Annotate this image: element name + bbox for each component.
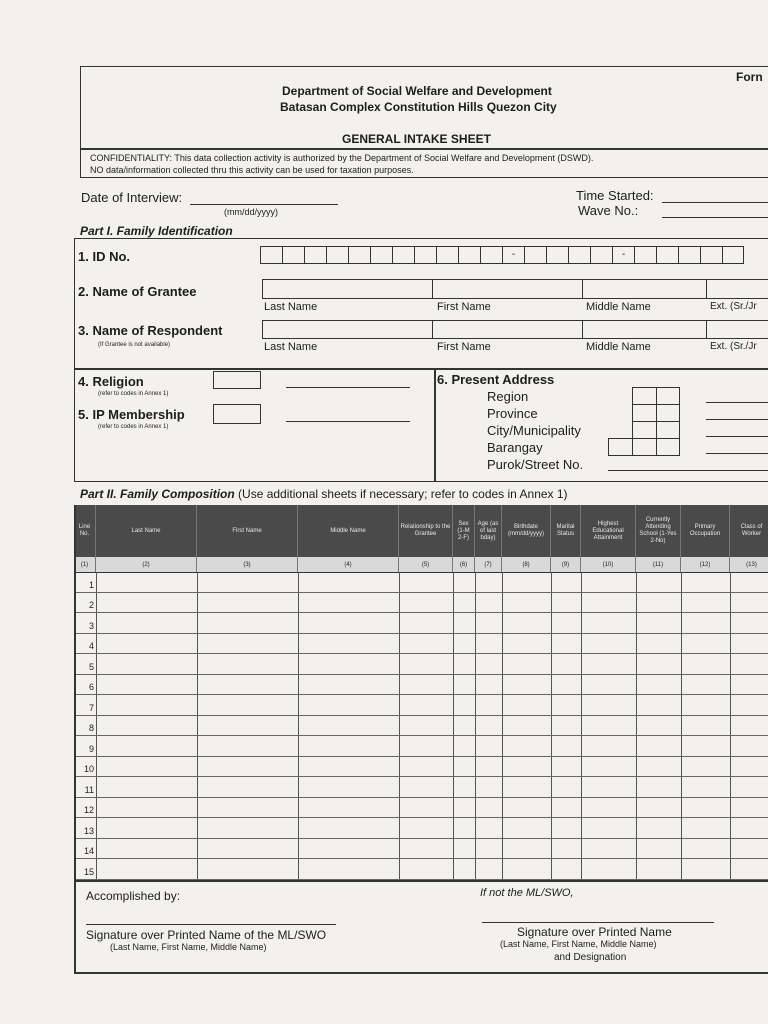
respondent-ext: Ext. (Sr./Jr (710, 341, 757, 352)
table-row[interactable] (74, 695, 768, 716)
if-not-label: If not the ML/SWO, (480, 887, 574, 899)
time-started-label: Time Started: (576, 188, 654, 203)
line-number: 14 (83, 846, 94, 857)
line-number: 8 (88, 723, 94, 734)
address-province: Province (487, 406, 538, 421)
respondent-name-fields[interactable] (262, 320, 768, 339)
province-code-boxes[interactable] (632, 404, 680, 422)
org-name: Department of Social Welfare and Development (282, 84, 552, 98)
date-format-hint: (mm/dd/yyyy) (224, 207, 278, 217)
form-title: GENERAL INTAKE SHEET (342, 132, 491, 146)
table-row[interactable] (74, 716, 768, 737)
confidentiality-line-1: CONFIDENTIALITY: This data collection activity is authorized by the Department of Social Welfare and Development (DSWD). (90, 153, 594, 163)
col-birthdate: Birthdate (mm/dd/yyyy) (502, 505, 551, 557)
signature-right-designation: and Designation (554, 952, 627, 963)
form-label: Forn (736, 70, 763, 84)
region-name-field[interactable] (706, 402, 768, 403)
col-occupation: Primary Occupation (681, 505, 730, 557)
table-row[interactable] (74, 736, 768, 757)
line-number: 4 (88, 641, 94, 652)
confidentiality-line-2: NO data/information collected thru this activity can be used for taxation purposes. (90, 165, 414, 175)
family-table-number-row: (1) (2) (3) (4) (5) (6) (7) (8) (9) (10) (11) (12) (13) (74, 557, 768, 573)
signature-right-caption: Signature over Printed Name (517, 925, 672, 939)
grantee-ext: Ext. (Sr./Jr (710, 301, 757, 312)
city-code-boxes[interactable] (632, 421, 680, 439)
signature-left-subcaption: (Last Name, First Name, Middle Name) (110, 942, 267, 952)
religion-text-field[interactable] (286, 387, 410, 388)
col-class-worker: Class of Worker (730, 505, 768, 557)
grantee-label: 2. Name of Grantee (78, 284, 197, 299)
line-number: 9 (88, 743, 94, 754)
line-number: 11 (84, 784, 94, 795)
ip-membership-label: 5. IP Membership (78, 407, 185, 422)
respondent-first-name: First Name (437, 341, 491, 353)
signature-right-subcaption: (Last Name, First Name, Middle Name) (500, 939, 657, 949)
table-row[interactable] (74, 839, 768, 860)
province-name-field[interactable] (706, 419, 768, 420)
accomplished-by-label: Accomplished by: (86, 889, 181, 903)
id-label: 1. ID No. (78, 249, 131, 264)
present-address-label: 6. Present Address (437, 372, 555, 387)
col-sex: Sex (1-M 2-F) (453, 505, 475, 557)
signature-left-caption: Signature over Printed Name of the ML/SWO (86, 928, 327, 942)
date-of-interview-label: Date of Interview: (81, 190, 183, 205)
table-row[interactable] (74, 798, 768, 819)
respondent-label: 3. Name of Respondent (78, 323, 223, 338)
line-number: 15 (83, 866, 94, 877)
line-number: 3 (88, 620, 94, 631)
line-number: 12 (83, 805, 94, 816)
address-region: Region (487, 389, 529, 404)
ip-code-box[interactable] (213, 404, 261, 424)
respondent-note: (If Grantee is not available) (98, 342, 171, 348)
col-middle-name: Middle Name (298, 505, 399, 557)
part2-title: Part II. Family Composition (80, 487, 235, 501)
col-relationship: Relationship to the Grantee (399, 505, 453, 557)
col-age: Age (as of last bday) (475, 505, 502, 557)
id-dash-2: - (612, 246, 634, 264)
table-row[interactable] (74, 675, 768, 696)
grantee-middle-name: Middle Name (586, 301, 651, 313)
table-row[interactable] (74, 593, 768, 614)
signature-line-right[interactable] (482, 922, 714, 923)
line-number: 2 (88, 600, 94, 611)
grantee-first-name: First Name (437, 301, 491, 313)
line-number: 5 (88, 661, 94, 672)
table-row[interactable] (74, 757, 768, 778)
col-education: Highest Educational Attainment (581, 505, 636, 557)
city-name-field[interactable] (706, 436, 768, 437)
table-row[interactable] (74, 859, 768, 880)
street-name-field[interactable] (608, 470, 768, 471)
ip-text-field[interactable] (286, 421, 410, 422)
col-attending-school: Currently Attending School (1-Yes 2-No) (636, 505, 681, 557)
col-first-name: First Name (197, 505, 298, 557)
religion-code-box[interactable] (213, 371, 261, 389)
religion-label: 4. Religion (78, 374, 144, 389)
barangay-code-boxes[interactable] (608, 438, 680, 456)
address-street: Purok/Street No. (487, 457, 584, 472)
id-dash-1: - (502, 246, 524, 264)
family-table-body[interactable] (74, 572, 768, 880)
line-number: 10 (83, 764, 94, 775)
barangay-name-field[interactable] (706, 453, 768, 454)
table-row[interactable] (74, 818, 768, 839)
table-row[interactable] (74, 634, 768, 655)
wave-field[interactable] (662, 217, 768, 218)
address-city: City/Municipality (487, 423, 581, 438)
col-last-name: Last Name (96, 505, 197, 557)
respondent-middle-name: Middle Name (586, 341, 651, 353)
grantee-last-name: Last Name (264, 301, 318, 313)
part1-title: Part I. Family Identification (80, 224, 233, 238)
id-number-boxes[interactable] (260, 246, 744, 264)
respondent-last-name: Last Name (264, 341, 318, 353)
grantee-name-fields[interactable] (262, 279, 768, 299)
time-started-field[interactable] (662, 202, 768, 203)
date-of-interview-field[interactable] (190, 204, 338, 205)
table-row[interactable] (74, 777, 768, 798)
region-code-boxes[interactable] (632, 387, 680, 405)
wave-label: Wave No.: (578, 203, 639, 218)
ip-membership-note: (refer to codes in Annex 1) (98, 424, 169, 430)
col-marital-status: Marital Status (551, 505, 581, 557)
line-number: 1 (88, 579, 94, 590)
col-line-no: Line No. (74, 505, 96, 557)
line-number: 6 (88, 682, 94, 693)
table-row[interactable] (74, 572, 768, 593)
address-barangay: Barangay (487, 440, 543, 455)
signature-line-left[interactable] (86, 924, 336, 925)
table-row[interactable] (74, 654, 768, 675)
line-number: 13 (83, 825, 94, 836)
table-row[interactable] (74, 613, 768, 634)
part2-subtitle: (Use additional sheets if necessary; refer to codes in Annex 1) (238, 487, 568, 501)
part2-title-row (80, 487, 568, 501)
religion-note: (refer to codes in Annex 1) (98, 391, 169, 397)
org-address: Batasan Complex Constitution Hills Quezon City (280, 100, 557, 114)
line-number: 7 (88, 702, 94, 713)
family-table-header (74, 505, 768, 557)
